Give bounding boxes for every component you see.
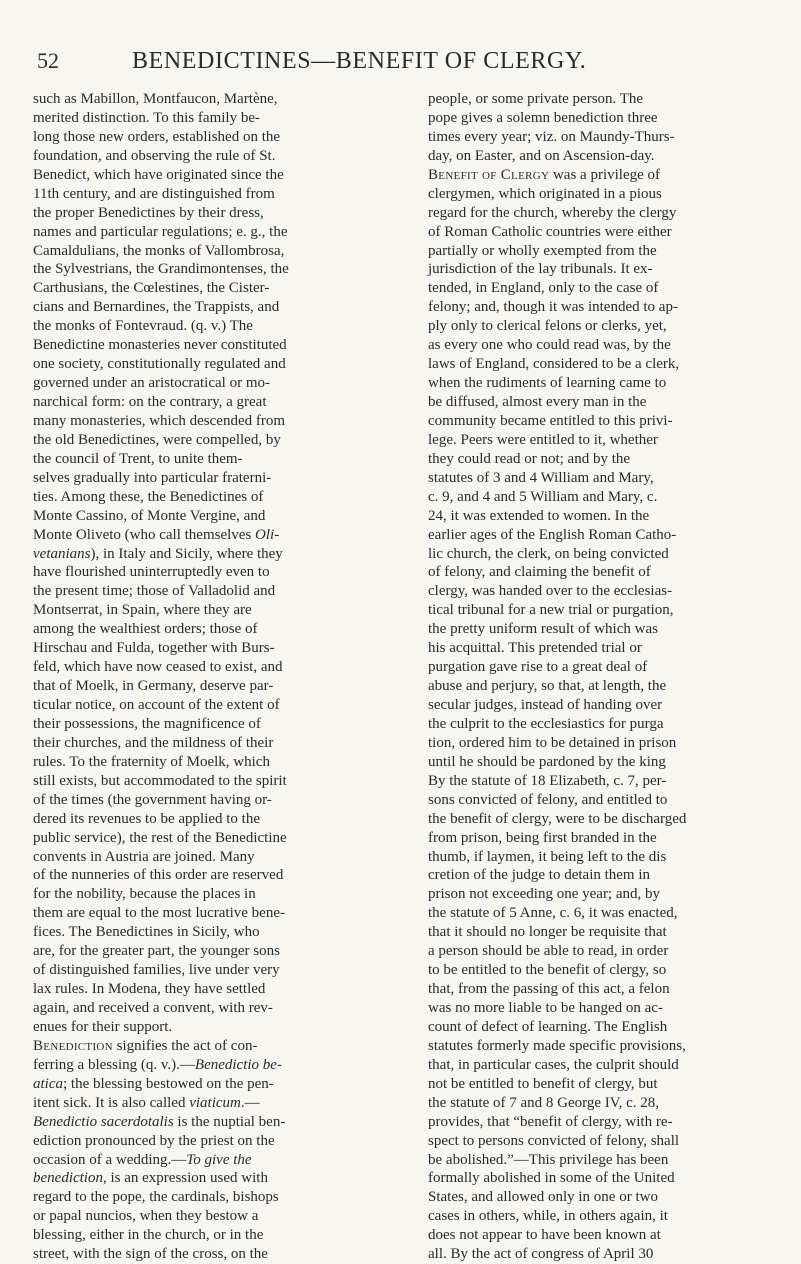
right-text-line: thumb, if laymen, it being left to the dis bbox=[428, 848, 667, 865]
right-text-line: of Roman Catholic countries were either bbox=[428, 223, 672, 240]
left-text-line: selves gradually into particular fraterni- bbox=[33, 469, 272, 486]
left-text-line: the present time; those of Valladolid and bbox=[33, 583, 276, 600]
right-text-line: when the rudiments of learning came to bbox=[428, 375, 667, 392]
left-text-line: ticular notice, on account of the extent of bbox=[33, 697, 280, 713]
left-text-line: ediction pronounced by the priest on the bbox=[33, 1132, 275, 1149]
right-text-line: until he should be pardoned by the king bbox=[428, 753, 666, 770]
right-text-line: laws of England, considered to be a clerk, bbox=[428, 356, 680, 373]
left-text-line: many monasteries, which descended from bbox=[33, 412, 286, 429]
left-text-line: still exists, but accommodated to the spirit bbox=[33, 772, 287, 789]
left-text-line: street, with the sign of the cross, on the bbox=[33, 1246, 268, 1263]
right-text-line: as every one who could read was, by the bbox=[428, 337, 671, 354]
left-text-line: of the times (the government having or- bbox=[33, 791, 272, 808]
left-text-line: the monks of Fontevraud. (q. v.) The bbox=[33, 318, 253, 335]
right-text-line: that, from the passing of this act, a felon bbox=[428, 981, 670, 998]
left-text-line: them are equal to the most lucrative bene- bbox=[33, 905, 285, 922]
right-text-line: the statute of 5 Anne, c. 6, it was enacted, bbox=[428, 905, 678, 922]
left-text-line: merited distinction. To this family be- bbox=[33, 109, 260, 126]
left-text-line: the council of Trent, to unite them- bbox=[33, 450, 243, 467]
left-text-line: feld, which have now ceased to exist, and bbox=[33, 659, 283, 676]
left-text-line: ties. Among these, the Benedictines of bbox=[33, 488, 264, 505]
left-text-line: foundation, and observing the rule of St. bbox=[33, 147, 276, 164]
left-text-line: fices. The Benedictines in Sicily, who bbox=[33, 924, 260, 941]
right-text-line: States, and allowed only in one or two bbox=[428, 1189, 658, 1206]
left-text-line: for the nobility, because the places in bbox=[33, 886, 256, 903]
right-text-line: c. 9, and 4 and 5 William and Mary, c. bbox=[428, 488, 658, 505]
left-text-line: blessing, either in the church, or in the bbox=[33, 1227, 264, 1244]
right-text-line: that, in particular cases, the culprit should bbox=[428, 1056, 679, 1073]
right-text-line: be abolished.”—This privilege has been bbox=[428, 1151, 669, 1168]
left-text-line: are, for the greater part, the younger sons bbox=[33, 943, 280, 960]
right-text-line: felony; and, though it was intended to ap- bbox=[428, 299, 678, 316]
right-text-line: his acquittal. This pretended trial or bbox=[428, 640, 642, 657]
left-text-line: Hirschau and Fulda, together with Burs- bbox=[33, 640, 275, 657]
right-text-line: regard for the church, whereby the clergy bbox=[428, 204, 677, 221]
right-text-line: does not appear to have been known at bbox=[428, 1227, 661, 1244]
page-number: 52 bbox=[37, 48, 59, 73]
right-text-line: jurisdiction of the lay tribunals. It ex- bbox=[428, 261, 653, 278]
left-text-line: itent sick. It is also called viaticum.— bbox=[33, 1094, 260, 1111]
right-text-line: purgation gave rise to a great deal of bbox=[428, 659, 648, 676]
right-text-line: By the statute of 18 Elizabeth, c. 7, per- bbox=[428, 772, 667, 789]
right-text-line: they could read or not; and by the bbox=[428, 450, 631, 467]
right-text-line: prison not exceeding one year; and, by bbox=[428, 886, 661, 903]
right-text-line: formally abolished in some of the United bbox=[428, 1170, 675, 1187]
left-text-line: vetanians), in Italy and Sicily, where they bbox=[33, 545, 283, 562]
right-text-line: to be entitled to the benefit of clergy, so bbox=[428, 962, 667, 979]
right-text-line: spect to persons convicted of felony, shall bbox=[428, 1132, 680, 1149]
right-text-line: tion, ordered him to be detained in prison bbox=[428, 734, 677, 751]
right-text-line: lege. Peers were entitled to it, whether bbox=[428, 431, 658, 448]
left-text-line: ferring a blessing (q. v.).—Benedictio be- bbox=[33, 1056, 282, 1073]
left-text-line: their churches, and the mildness of their bbox=[33, 734, 274, 751]
left-text-line: 11th century, and are distinguished from bbox=[33, 185, 275, 202]
left-text-line: Montserrat, in Spain, where they are bbox=[33, 602, 252, 619]
left-text-line: public service), the rest of the Benedictine bbox=[33, 829, 287, 846]
left-text-line: cians and Bernardines, the Trappists, and bbox=[33, 299, 280, 316]
right-text-line: cases in others, while, in others again, it bbox=[428, 1208, 668, 1225]
left-text-line: the Sylvestrians, the Grandimontenses, the bbox=[33, 261, 289, 278]
right-text-line: was no more liable to be hanged on ac- bbox=[428, 1000, 663, 1016]
left-text-line: Benediction signifies the act of con- bbox=[33, 1037, 258, 1054]
left-text-line: enues for their support. bbox=[33, 1018, 173, 1035]
left-text-line: Carthusians, the Cœlestines, the Cister- bbox=[33, 280, 270, 297]
right-text-line: the culprit to the ecclesiastics for purga bbox=[428, 715, 664, 732]
right-text-line: 24, it was extended to women. In the bbox=[428, 507, 650, 524]
right-text-line: abuse and perjury, so that, at length, the bbox=[428, 678, 667, 695]
right-text-line: count of defect of learning. The English bbox=[428, 1018, 668, 1035]
right-text-line: sons convicted of felony, and entitled to bbox=[428, 791, 668, 808]
right-text-line: cretion of the judge to detain them in bbox=[428, 867, 651, 884]
right-text-line: of felony, and claiming the benefit of bbox=[428, 564, 651, 581]
left-text-line: dered its revenues to be applied to the bbox=[33, 810, 261, 827]
left-text-line: narchical form: on the contrary, a great bbox=[33, 394, 267, 410]
left-text-line: benediction, is an expression used with bbox=[33, 1170, 268, 1187]
right-text-line: statutes of 3 and 4 William and Mary, bbox=[428, 469, 654, 486]
left-text-line: long those new orders, established on the bbox=[33, 128, 281, 145]
left-text-line: one society, constitutionally regulated and bbox=[33, 356, 286, 373]
left-text-line: occasion of a wedding.—To give the bbox=[33, 1151, 252, 1168]
right-text-line: tical tribunal for a new trial or purgation, bbox=[428, 602, 674, 619]
left-text-line: Benedictio sacerdotalis is the nuptial ben- bbox=[33, 1113, 286, 1130]
left-text-line: Benedictine monasteries never constituted bbox=[33, 337, 287, 354]
left-text-line: names and particular regulations; e. g., the bbox=[33, 223, 288, 240]
right-text-line: partially or wholly exempted from the bbox=[428, 242, 657, 259]
right-text-line: lic church, the clerk, on being convicted bbox=[428, 545, 669, 562]
left-text-line: have flourished uninterruptedly even to bbox=[33, 564, 270, 581]
left-text-line: Benedict, which have originated since the bbox=[33, 166, 284, 183]
right-text-line: times every year; viz. on Maundy-Thurs- bbox=[428, 128, 675, 145]
right-text-line: clergy, was handed over to the ecclesias- bbox=[428, 583, 673, 600]
page-header bbox=[37, 48, 777, 78]
right-text-line: provides, that “benefit of clergy, with re- bbox=[428, 1113, 673, 1130]
right-column bbox=[428, 90, 788, 1264]
left-text-line: the old Benedictines, were compelled, by bbox=[33, 431, 281, 448]
left-text-line: regard to the pope, the cardinals, bishops bbox=[33, 1189, 279, 1206]
left-text-line: such as Mabillon, Montfaucon, Martène, bbox=[33, 91, 278, 107]
right-text-line: pope gives a solemn benediction three bbox=[428, 109, 658, 126]
right-text-line: statutes formerly made specific provisions, bbox=[428, 1037, 686, 1054]
right-text-line: be diffused, almost every man in the bbox=[428, 394, 647, 410]
right-text-line: earlier ages of the English Roman Catho- bbox=[428, 526, 677, 543]
left-text-line: among the wealthiest orders; those of bbox=[33, 621, 258, 638]
left-text-line: Camaldulians, the monks of Vallombrosa, bbox=[33, 242, 285, 259]
right-text-line: people, or some private person. The bbox=[428, 91, 644, 107]
left-text-line: lax rules. In Modena, they have settled bbox=[33, 981, 266, 998]
left-text-line: rules. To the fraternity of Moelk, which bbox=[33, 753, 270, 770]
left-text-line: the proper Benedictines by their dress, bbox=[33, 204, 264, 221]
left-column bbox=[33, 90, 413, 1264]
right-text-line: day, on Easter, and on Ascension-day. bbox=[428, 147, 655, 164]
running-head: BENEDICTINES—BENEFIT OF CLERGY. bbox=[132, 48, 587, 74]
right-text-line: clergymen, which originated in a pious bbox=[428, 185, 662, 202]
left-text-line: of the nunneries of this order are reserved bbox=[33, 867, 284, 884]
right-text-line: secular judges, instead of handing over bbox=[428, 697, 663, 713]
left-text-line: convents in Austria are joined. Many bbox=[33, 848, 255, 865]
left-text-line: governed under an aristocratical or mo- bbox=[33, 375, 270, 392]
right-text-line: all. By the act of congress of April 30 bbox=[428, 1246, 654, 1263]
right-text-line: tended, in England, only to the case of bbox=[428, 280, 659, 297]
right-text-line: from prison, being first branded in the bbox=[428, 829, 657, 846]
left-text-line: atica; the blessing bestowed on the pen- bbox=[33, 1075, 274, 1092]
left-text-line: that of Moelk, in Germany, deserve par- bbox=[33, 678, 274, 695]
right-text-line: that it should no longer be requisite that bbox=[428, 924, 667, 941]
left-text-line: their possessions, the magnificence of bbox=[33, 715, 261, 732]
right-text-line: ply only to clerical felons or clerks, yet, bbox=[428, 318, 667, 335]
right-text-line: a person should be able to read, in order bbox=[428, 943, 669, 960]
right-text-line: the statute of 7 and 8 George IV, c. 28, bbox=[428, 1094, 660, 1111]
right-text-line: the pretty uniform result of which was bbox=[428, 621, 658, 638]
left-text-line: Monte Oliveto (who call themselves Oli- bbox=[33, 526, 280, 543]
right-text-line: community became entitled to this privi- bbox=[428, 412, 673, 429]
left-text-line: again, and received a convent, with rev- bbox=[33, 1000, 273, 1016]
left-text-line: of distinguished families, live under very bbox=[33, 962, 280, 979]
right-text-line: not be entitled to benefit of clergy, but bbox=[428, 1075, 658, 1092]
right-text-line: the benefit of clergy, were to be discharged bbox=[428, 810, 687, 827]
right-text-line: Benefit of Clergy was a privilege of bbox=[428, 166, 661, 183]
left-text-line: or papal nuncios, when they bestow a bbox=[33, 1208, 259, 1225]
left-text-line: Monte Cassino, of Monte Vergine, and bbox=[33, 507, 266, 524]
